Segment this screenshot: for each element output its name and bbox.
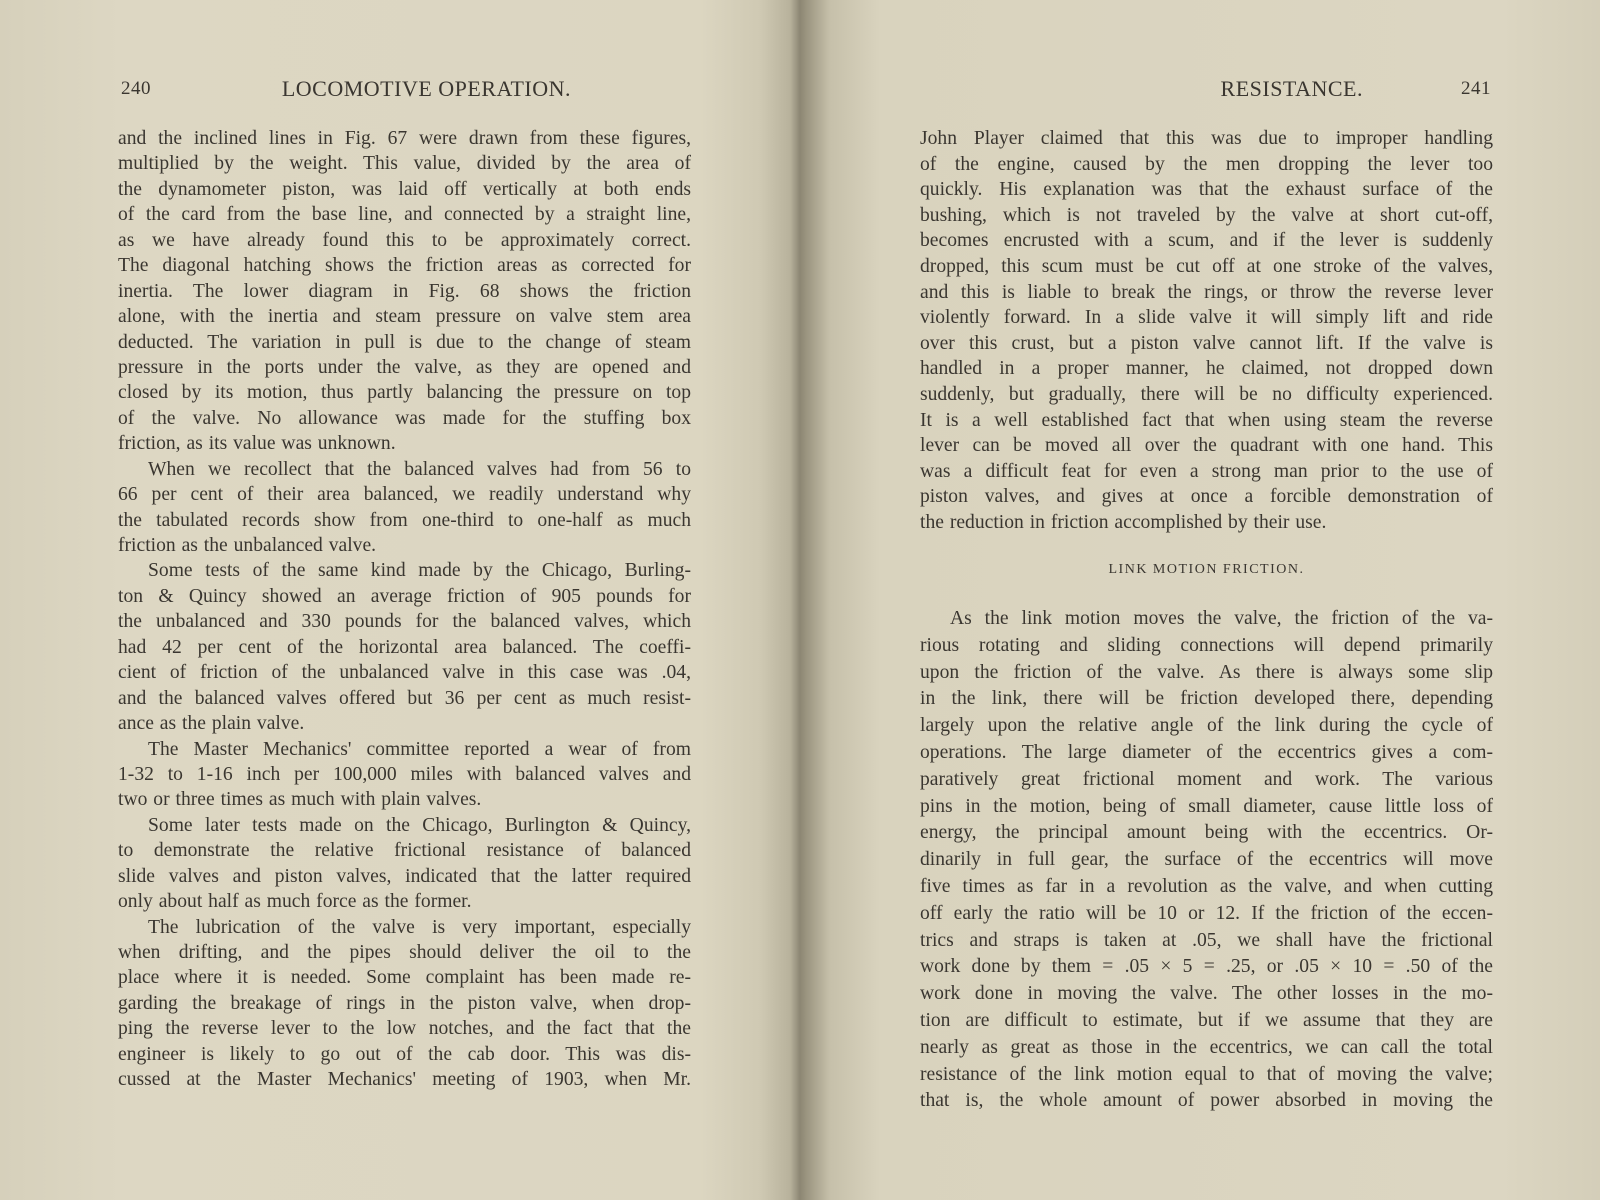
text-line: of the valve. No allowance was made for the stuffing box — [118, 407, 691, 429]
text-line: over this crust, but a piston valve cannot lift. If the valve is — [920, 332, 1493, 354]
text-line: The lubrication of the valve is very important, especially — [148, 916, 691, 938]
text-line: the reduction in friction accomplished by their use. — [920, 511, 1327, 533]
text-line: quickly. His explanation was that the exhaust surface of the — [920, 179, 1493, 201]
text-line: that is, the whole amount of power absorbed in moving the — [920, 1090, 1493, 1112]
text-line: pressure in the ports under the valve, as they are opened and — [118, 356, 691, 378]
text-line: piston valves, and gives at once a forcible demonstration of — [920, 486, 1493, 508]
text-line: closed by its motion, thus partly balancing the pressure on top — [118, 382, 691, 404]
text-line: when drifting, and the pipes should deliver the oil to the — [118, 942, 691, 963]
text-line: paratively great frictional moment and work. The various — [920, 768, 1493, 790]
text-line: nearly as great as those in the eccentrics, we can call the total — [920, 1036, 1493, 1058]
text-line: garding the breakage of rings in the piston valve, when drop- — [118, 992, 691, 1014]
text-line: had 42 per cent of the horizontal area balanced. The coeffi- — [118, 636, 691, 658]
text-line: operations. The large diameter of the eccentrics gives a com- — [920, 741, 1493, 763]
right-page-number: 241 — [1461, 78, 1491, 99]
text-line: work done in moving the valve. The other losses in the mo- — [920, 983, 1493, 1005]
text-line: The Master Mechanics' committee reported a wear of from — [148, 738, 691, 760]
text-line: the dynamometer piston, was laid off vertically at both ends — [118, 178, 691, 200]
left-body-text — [118, 126, 691, 1093]
left-running-head — [118, 76, 691, 106]
right-running-title: RESISTANCE. — [1220, 76, 1363, 101]
text-line: lever can be moved all over the quadrant with one hand. This — [920, 435, 1493, 457]
text-line: deducted. The variation in pull is due to the change of steam — [118, 331, 691, 353]
text-line: multiplied by the weight. This value, divided by the area of — [118, 153, 691, 175]
text-line: becomes encrusted with a scum, and if the lever is suddenly — [920, 230, 1493, 252]
text-line: and the inclined lines in Fig. 67 were drawn from these figures, — [118, 128, 691, 149]
text-line: bushing, which is not traveled by the valve at short cut-off, — [920, 204, 1493, 226]
text-line: handled in a proper manner, he claimed, not dropped down — [920, 358, 1493, 380]
text-line: the unbalanced and 330 pounds for the balanced valves, which — [118, 611, 691, 633]
text-line: cussed at the Master Mechanics' meeting of 1903, when Mr. — [118, 1069, 691, 1091]
text-line: alone, with the inertia and steam pressure on valve stem area — [118, 306, 691, 328]
text-line: place where it is needed. Some complaint has been made re- — [118, 967, 691, 989]
text-line: of the engine, caused by the men dropping the lever too — [920, 153, 1493, 175]
text-line: as we have already found this to be approximately correct. — [118, 229, 691, 251]
left-running-title: LOCOMOTIVE OPERATION. — [281, 76, 571, 101]
text-line: dinarily in full gear, the surface of the eccentrics will move — [920, 849, 1493, 871]
text-line: five times as far in a revolution as the valve, and when cutting — [920, 875, 1493, 897]
left-page — [118, 0, 691, 1200]
left-page-number: 240 — [121, 78, 151, 99]
text-line: upon the friction of the valve. As there is always some slip — [920, 661, 1493, 683]
text-line: suddenly, but gradually, there will be no difficulty experienced. — [920, 383, 1493, 405]
text-line: 66 per cent of their area balanced, we readily understand why — [118, 484, 691, 506]
text-line: resistance of the link motion equal to that of moving the valve; — [920, 1063, 1493, 1085]
text-line: only about half as much force as the former. — [118, 891, 472, 913]
text-line: ping the reverse lever to the low notches, and the fact that the — [118, 1018, 691, 1040]
text-line: As the link motion moves the valve, the friction of the va- — [950, 608, 1493, 629]
right-section-text — [920, 606, 1493, 1115]
text-line: slide valves and piston valves, indicated that the latter required — [118, 865, 691, 887]
text-line: largely upon the relative angle of the link during the cycle of — [920, 715, 1493, 737]
text-line: violently forward. In a slide valve it will simply lift and ride — [920, 307, 1493, 329]
text-line: pins in the motion, being of small diameter, cause little loss of — [920, 795, 1493, 817]
text-line: and the balanced valves offered but 36 per cent as much resist- — [118, 687, 691, 709]
text-line: dropped, this scum must be cut off at one stroke of the valves, — [920, 255, 1493, 277]
text-line: 1-32 to 1-16 inch per 100,000 miles with balanced valves and — [118, 763, 691, 785]
text-line: ton & Quincy showed an average friction of 905 pounds for — [118, 585, 691, 607]
text-line: rious rotating and sliding connections will depend primarily — [920, 634, 1493, 656]
text-line: in the link, there will be friction developed there, depending — [920, 688, 1493, 710]
section-heading: LINK MOTION FRICTION. — [1108, 562, 1305, 577]
text-line: friction as the unbalanced valve. — [118, 535, 377, 556]
text-line: work done by them = .05 × 5 = .25, or .05 × 10 = .50 of the — [920, 956, 1493, 978]
right-body-text — [920, 126, 1493, 536]
text-line: two or three times as much with plain valves. — [118, 789, 482, 811]
right-running-head — [920, 76, 1493, 106]
text-line: was a difficult feat for even a strong man prior to the use of — [920, 460, 1493, 482]
text-line: friction, as its value was unknown. — [118, 433, 396, 455]
text-line: inertia. The lower diagram in Fig. 68 shows the friction — [118, 280, 691, 302]
text-line: tion are difficult to estimate, but if we assume that they are — [920, 1009, 1493, 1031]
text-line: John Player claimed that this was due to improper handling — [920, 128, 1493, 149]
text-line: of the card from the base line, and connected by a straight line, — [118, 204, 691, 226]
text-line: Some tests of the same kind made by the Chicago, Burling- — [148, 560, 691, 582]
text-line: When we recollect that the balanced valves had from 56 to — [148, 458, 691, 480]
text-line: and this is liable to break the rings, or throw the reverse lever — [920, 281, 1493, 303]
text-line: trics and straps is taken at .05, we shall have the frictional — [920, 929, 1493, 951]
text-line: Some later tests made on the Chicago, Burlington & Quincy, — [148, 814, 691, 836]
text-line: off early the ratio will be 10 or 12. If the friction of the eccen- — [920, 902, 1493, 924]
text-line: energy, the principal amount being with the eccentrics. Or- — [920, 822, 1493, 844]
text-line: The diagonal hatching shows the friction areas as corrected for — [118, 255, 691, 277]
text-line: ance as the plain valve. — [118, 713, 305, 735]
right-page — [920, 0, 1493, 1200]
text-line: the tabulated records show from one-third to one-half as much — [118, 509, 691, 531]
text-line: It is a well established fact that when using steam the reverse — [920, 409, 1493, 431]
text-line: cient of friction of the unbalanced valve in this case was .04, — [118, 662, 691, 684]
text-line: to demonstrate the relative frictional resistance of balanced — [118, 840, 691, 862]
text-line: engineer is likely to go out of the cab door. This was dis- — [118, 1043, 691, 1065]
